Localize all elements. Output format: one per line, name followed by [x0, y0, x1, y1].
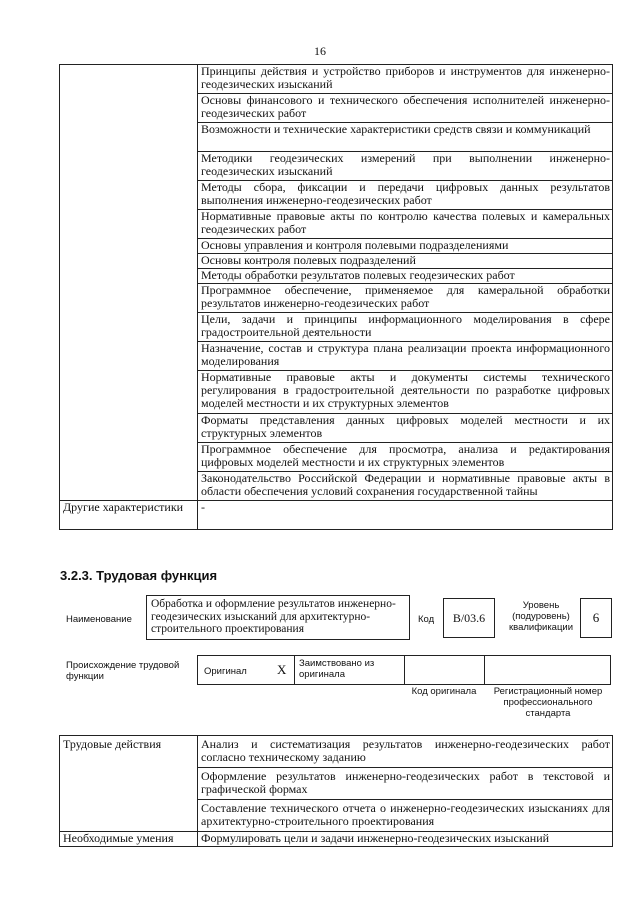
knowledge-item: Основы управления и контроля полевыми подразделениями: [198, 239, 613, 254]
knowledge-item: Форматы представления данных цифровых моделей местности и их структурных элементов: [198, 414, 613, 443]
knowledge-item: Методы обработки результатов полевых геодезических работ: [198, 269, 613, 284]
skills-label: Необходимые умения: [60, 832, 198, 847]
page-number: 16: [314, 44, 326, 58]
origin-divider: [404, 655, 405, 685]
knowledge-item: Принципы действия и устройство приборов и инструментов для инженерно-геодезических изысканий: [198, 65, 613, 94]
section-title: 3.2.3. Трудовая функция: [60, 568, 218, 583]
knowledge-item: Возможности и технические характеристики средств связи и коммуникаций: [198, 123, 613, 152]
actions-label: Трудовые действия: [60, 736, 198, 832]
code-value-box: [443, 598, 495, 638]
knowledge-item: Назначение, состав и структура плана реализации проекта информационного моделирования: [198, 342, 613, 371]
reg-number-caption: Регистрационный номер профессионального стандарта: [493, 686, 603, 719]
function-name: Обработка и оформление результатов инженерно-геодезических изысканий для архитектурно-строительного проектирования: [151, 598, 396, 635]
other-characteristics-value: -: [198, 501, 613, 530]
function-name-box: [146, 595, 410, 640]
knowledge-item: Основы финансового и технического обеспечения исполнителей инженерно-геодезических работ: [198, 94, 613, 123]
knowledge-item: Основы контроля полевых подразделений: [198, 254, 613, 269]
table-row: [60, 736, 613, 768]
code-original-caption: Код оригинала: [411, 686, 477, 697]
knowledge-item: Законодательство Российской Федерации и нормативные правовые акты в области обеспечения условий сохранения государственной тайны: [198, 472, 613, 501]
level-label: Уровень (подуровень) квалификации: [508, 600, 574, 633]
action-item: Составление технического отчета о инженерно-геодезических изысканиях для архитектурно-строительного проектирования: [198, 800, 613, 832]
knowledge-item: Нормативные правовые акты и документы системы технического регулирования в градостроительной деятельности по разработке цифровых моделей местности и их структурных элементов: [198, 371, 613, 414]
action-item: Анализ и систематизация результатов инженерно-геодезических работ согласно техническому заданию: [198, 736, 613, 768]
knowledge-item: Методики геодезических измерений при выполнении инженерно-геодезических изысканий: [198, 152, 613, 181]
empty-label-cell: [60, 65, 198, 501]
knowledge-item: Программное обеспечение, применяемое для камеральной обработки результатов инженерно-геодезических работ: [198, 284, 613, 313]
skill-item: Формулировать цели и задачи инженерно-геодезических изысканий: [198, 832, 613, 847]
knowledge-item: Методы сбора, фиксации и передачи цифровых данных результатов выполнения инженерно-геодезических работ: [198, 181, 613, 210]
action-item: Оформление результатов инженерно-геодезических работ в текстовой и графической формах: [198, 768, 613, 800]
code-value: B/03.6: [452, 611, 486, 625]
code-label: Код: [418, 614, 435, 625]
other-characteristics-label: Другие характеристики: [60, 501, 198, 530]
knowledge-table: [59, 64, 613, 530]
knowledge-item: Нормативные правовые акты по контролю качества полевых и камеральных геодезических работ: [198, 210, 613, 239]
level-value-box: [580, 598, 612, 638]
original-mark: X: [277, 662, 287, 677]
original-label: Оригинал: [204, 666, 247, 677]
knowledge-item: Программное обеспечение для просмотра, анализа и редактирования цифровых моделей местности и их структурных элементов: [198, 443, 613, 472]
table-row: [60, 65, 613, 94]
origin-divider: [484, 655, 485, 685]
origin-divider: [294, 655, 295, 685]
table-row: [60, 501, 613, 530]
name-label: Наименование: [66, 614, 132, 625]
level-value: 6: [592, 610, 600, 625]
knowledge-item: Цели, задачи и принципы информационного моделирования в сфере градостроительной деятельности: [198, 313, 613, 342]
actions-table: [59, 735, 613, 847]
borrowed-label: Заимствовано из оригинала: [299, 658, 375, 680]
table-row: [60, 832, 613, 847]
origin-label: Происхождение трудовой функции: [66, 660, 180, 682]
